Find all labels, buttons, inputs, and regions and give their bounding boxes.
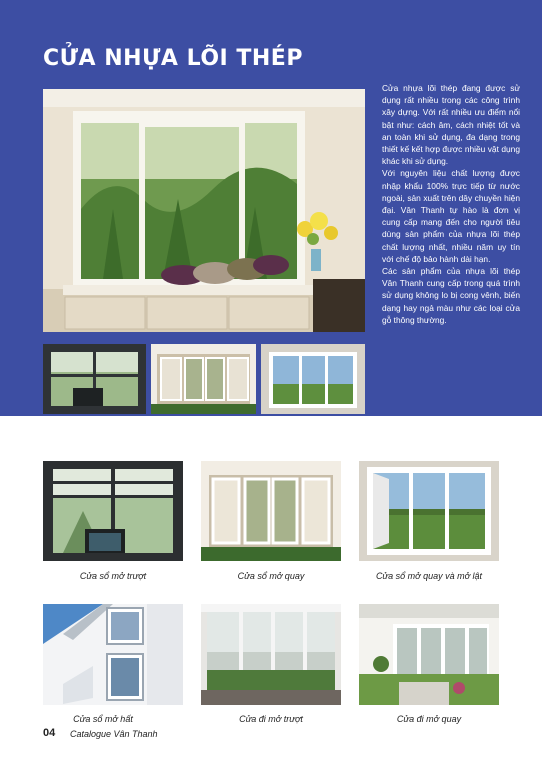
photo-awning-window — [43, 604, 183, 705]
hero-photo-window-room — [43, 89, 365, 332]
thumb-tilt-turn-window — [261, 344, 365, 414]
intro-paragraph-1: Cửa nhựa lõi thép đang được sử dụng rất nhiều trong các công trình xây dựng. Với rất nhiều ưu điểm nổi bật như: cách âm, cách nhiệt tốt và an toàn khi sử dụng, đa dạng trong thiết kế kết hợp được nhiều vật dụng khác khi sử dụng. — [382, 83, 520, 167]
page-number: 04 — [43, 727, 56, 739]
catalog-name: Catalogue Vân Thanh — [70, 729, 158, 739]
intro-text — [382, 82, 520, 326]
photo-casement-window — [201, 461, 341, 561]
intro-paragraph-3: Các sản phẩm của nhựa lõi thép Vân Thanh cung cấp trong quá trình sử dụng không lo bị cong vênh, biến dạng hay ngả màu như các loại cửa gỗ thông thường. — [382, 266, 520, 325]
caption-casement-window: Cửa sổ mở quay — [237, 571, 305, 581]
caption-sliding-door: Cửa đi mở trượt — [239, 714, 303, 724]
caption-awning-window: Cửa sổ mở hất — [73, 714, 133, 724]
caption-hinged-door: Cửa đi mở quay — [396, 714, 462, 724]
photo-sliding-door — [201, 604, 341, 705]
intro-paragraph-2: Với nguyên liệu chất lượng được nhập khẩu 100% trực tiếp từ nước ngoài, sản xuất trên dây chuyền hiện đại. Vân Thanh tự hào là đơn vị cung cấp mang đến cho người tiêu dùng sản phẩm của nhựa lõi thép chất lượng nhất, nhiều năm uy tín với chế độ bảo hành dài hạn. — [382, 168, 520, 264]
caption-tilt-turn-window: Cửa sổ mở quay và mở lật — [375, 571, 483, 581]
thumb-sliding-window — [43, 344, 146, 414]
photo-tilt-turn-window — [359, 461, 499, 561]
caption-sliding-window: Cửa sổ mở trượt — [79, 571, 147, 581]
page-title: CỬA NHỰA LÕI THÉP — [43, 46, 303, 71]
photo-sliding-window — [43, 461, 183, 561]
photo-hinged-door — [359, 604, 499, 705]
thumb-casement-window — [151, 344, 256, 414]
